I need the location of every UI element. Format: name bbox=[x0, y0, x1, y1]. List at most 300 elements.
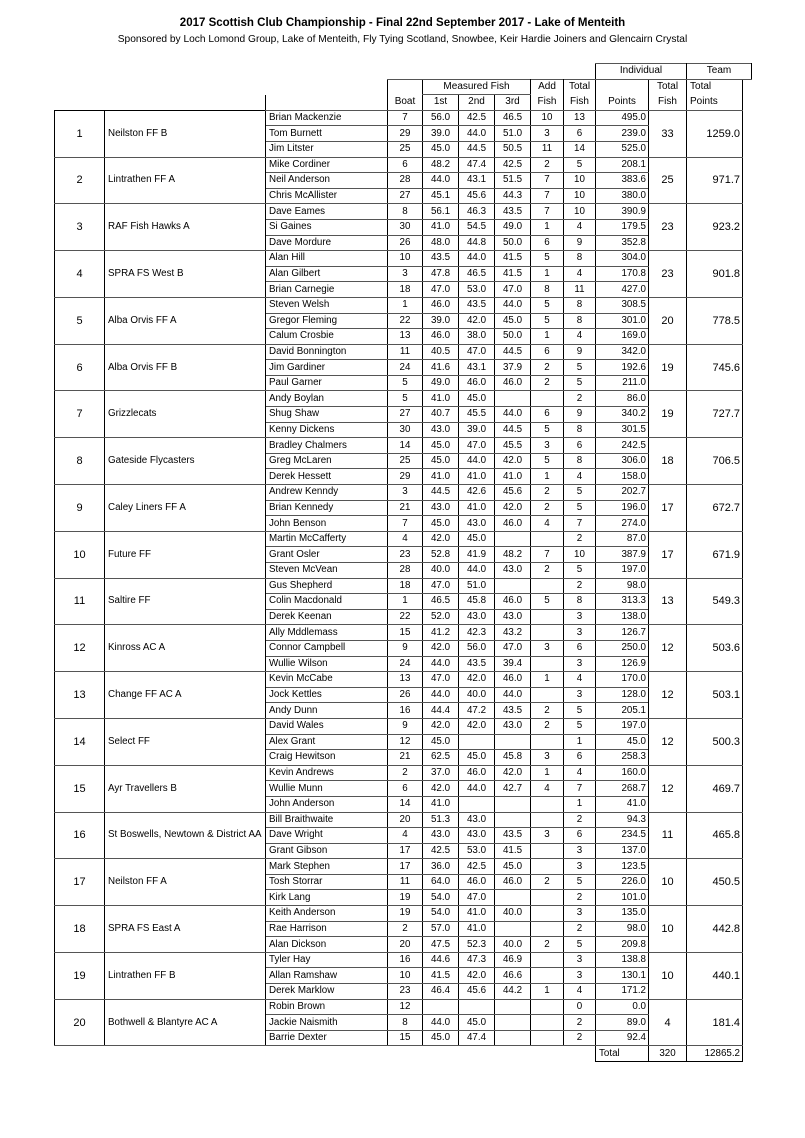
total-fish: 10 bbox=[564, 547, 596, 563]
measured-fish-1st: 44.0 bbox=[423, 656, 459, 672]
measured-fish-2nd: 38.0 bbox=[459, 329, 495, 345]
table-row bbox=[55, 391, 752, 407]
totals-fish: 320 bbox=[649, 1046, 687, 1062]
total-fish: 6 bbox=[564, 126, 596, 142]
measured-fish-1st: 44.0 bbox=[423, 1015, 459, 1031]
measured-fish-2nd: 47.4 bbox=[459, 157, 495, 173]
measured-fish-3rd: 43.0 bbox=[495, 563, 531, 579]
measured-fish-3rd bbox=[495, 921, 531, 937]
totals-points: 12865.2 bbox=[687, 1046, 743, 1062]
header-team-fish: Fish bbox=[649, 95, 687, 111]
team-name: Grizzlecats bbox=[105, 391, 266, 438]
measured-fish-3rd: 46.6 bbox=[495, 968, 531, 984]
team-rank: 5 bbox=[55, 297, 105, 344]
measured-fish-1st: 41.5 bbox=[423, 968, 459, 984]
measured-fish-1st: 43.5 bbox=[423, 251, 459, 267]
add-fish: 2 bbox=[531, 360, 564, 376]
add-fish bbox=[531, 812, 564, 828]
total-fish: 3 bbox=[564, 906, 596, 922]
header-row-3 bbox=[55, 95, 752, 111]
measured-fish-3rd bbox=[495, 999, 531, 1015]
individual-points: 87.0 bbox=[596, 531, 649, 547]
measured-fish-2nd: 42.0 bbox=[459, 672, 495, 688]
total-fish: 10 bbox=[564, 173, 596, 189]
measured-fish-3rd: 41.5 bbox=[495, 266, 531, 282]
boat-number: 7 bbox=[388, 110, 423, 126]
angler-name: Alan Hill bbox=[266, 251, 388, 267]
angler-name: Paul Garner bbox=[266, 375, 388, 391]
measured-fish-3rd bbox=[495, 812, 531, 828]
team-rank: 20 bbox=[55, 999, 105, 1046]
individual-points: 197.0 bbox=[596, 563, 649, 579]
team-name: Neilston FF A bbox=[105, 859, 266, 906]
individual-points: 211.0 bbox=[596, 375, 649, 391]
measured-fish-2nd: 56.0 bbox=[459, 640, 495, 656]
measured-fish-2nd: 42.5 bbox=[459, 110, 495, 126]
team-name: SPRA FS West B bbox=[105, 251, 266, 298]
measured-fish-1st: 49.0 bbox=[423, 375, 459, 391]
measured-fish-3rd bbox=[495, 1015, 531, 1031]
angler-name: Martin McCafferty bbox=[266, 531, 388, 547]
angler-name: Jim Litster bbox=[266, 141, 388, 157]
measured-fish-2nd: 46.0 bbox=[459, 765, 495, 781]
boat-number: 1 bbox=[388, 594, 423, 610]
table-row bbox=[55, 672, 752, 688]
team-rank: 12 bbox=[55, 625, 105, 672]
team-total-points: 503.6 bbox=[687, 625, 743, 672]
angler-name: Derek Hessett bbox=[266, 469, 388, 485]
measured-fish-1st: 44.0 bbox=[423, 687, 459, 703]
team-rank: 7 bbox=[55, 391, 105, 438]
add-fish: 7 bbox=[531, 547, 564, 563]
individual-points: 242.5 bbox=[596, 438, 649, 454]
measured-fish-3rd: 50.0 bbox=[495, 235, 531, 251]
team-rank: 17 bbox=[55, 859, 105, 906]
boat-number: 28 bbox=[388, 173, 423, 189]
individual-points: 301.0 bbox=[596, 313, 649, 329]
angler-name: Keith Anderson bbox=[266, 906, 388, 922]
add-fish: 6 bbox=[531, 235, 564, 251]
measured-fish-2nd: 45.0 bbox=[459, 531, 495, 547]
angler-name: Jim Gardiner bbox=[266, 360, 388, 376]
angler-name: Kevin Andrews bbox=[266, 765, 388, 781]
total-fish: 8 bbox=[564, 453, 596, 469]
angler-name: Dave Eames bbox=[266, 204, 388, 220]
boat-number: 24 bbox=[388, 360, 423, 376]
table-row bbox=[55, 718, 752, 734]
table-row bbox=[55, 906, 752, 922]
add-fish: 5 bbox=[531, 422, 564, 438]
measured-fish-2nd: 46.0 bbox=[459, 874, 495, 890]
measured-fish-1st: 45.0 bbox=[423, 734, 459, 750]
measured-fish-2nd: 41.9 bbox=[459, 547, 495, 563]
measured-fish-3rd: 42.0 bbox=[495, 453, 531, 469]
measured-fish-1st: 40.7 bbox=[423, 407, 459, 423]
add-fish: 2 bbox=[531, 874, 564, 890]
header-add: Add bbox=[531, 79, 564, 95]
team-total-fish: 23 bbox=[649, 204, 687, 251]
measured-fish-2nd: 47.3 bbox=[459, 952, 495, 968]
team-total-points: 672.7 bbox=[687, 485, 743, 532]
total-fish: 5 bbox=[564, 563, 596, 579]
measured-fish-3rd: 51.5 bbox=[495, 173, 531, 189]
boat-number: 17 bbox=[388, 843, 423, 859]
measured-fish-3rd: 43.5 bbox=[495, 204, 531, 220]
team-total-fish: 20 bbox=[649, 297, 687, 344]
boat-number: 30 bbox=[388, 219, 423, 235]
boat-number: 26 bbox=[388, 235, 423, 251]
table-row bbox=[55, 859, 752, 875]
angler-name: David Wales bbox=[266, 718, 388, 734]
measured-fish-1st: 45.0 bbox=[423, 516, 459, 532]
total-fish: 14 bbox=[564, 141, 596, 157]
add-fish bbox=[531, 609, 564, 625]
team-total-points: 440.1 bbox=[687, 952, 743, 999]
measured-fish-3rd: 42.0 bbox=[495, 765, 531, 781]
total-fish: 4 bbox=[564, 469, 596, 485]
angler-name: Neil Anderson bbox=[266, 173, 388, 189]
boat-number: 5 bbox=[388, 391, 423, 407]
measured-fish-3rd bbox=[495, 391, 531, 407]
total-fish: 5 bbox=[564, 718, 596, 734]
individual-points: 94.3 bbox=[596, 812, 649, 828]
boat-number: 23 bbox=[388, 984, 423, 1000]
angler-name: John Anderson bbox=[266, 796, 388, 812]
team-total-fish: 10 bbox=[649, 859, 687, 906]
boat-number: 13 bbox=[388, 329, 423, 345]
team-rank: 16 bbox=[55, 812, 105, 859]
measured-fish-1st: 43.0 bbox=[423, 500, 459, 516]
angler-name: Kirk Lang bbox=[266, 890, 388, 906]
total-fish: 1 bbox=[564, 734, 596, 750]
individual-points: 160.0 bbox=[596, 765, 649, 781]
measured-fish-2nd: 47.2 bbox=[459, 703, 495, 719]
table-row bbox=[55, 485, 752, 501]
total-fish: 4 bbox=[564, 984, 596, 1000]
add-fish bbox=[531, 734, 564, 750]
add-fish: 5 bbox=[531, 453, 564, 469]
boat-number: 13 bbox=[388, 672, 423, 688]
boat-number: 29 bbox=[388, 469, 423, 485]
total-fish: 2 bbox=[564, 1015, 596, 1031]
total-fish: 9 bbox=[564, 344, 596, 360]
team-name: St Boswells, Newtown & District AA bbox=[105, 812, 266, 859]
measured-fish-2nd: 44.0 bbox=[459, 453, 495, 469]
measured-fish-2nd: 41.0 bbox=[459, 469, 495, 485]
boat-number: 29 bbox=[388, 126, 423, 142]
measured-fish-2nd: 47.0 bbox=[459, 890, 495, 906]
measured-fish-1st: 46.4 bbox=[423, 984, 459, 1000]
measured-fish-1st: 40.0 bbox=[423, 563, 459, 579]
individual-points: 192.6 bbox=[596, 360, 649, 376]
boat-number: 9 bbox=[388, 718, 423, 734]
individual-points: 234.5 bbox=[596, 828, 649, 844]
measured-fish-2nd: 41.0 bbox=[459, 500, 495, 516]
individual-points: 301.5 bbox=[596, 422, 649, 438]
individual-points: 138.0 bbox=[596, 609, 649, 625]
total-fish: 3 bbox=[564, 687, 596, 703]
team-rank: 10 bbox=[55, 531, 105, 578]
boat-number: 16 bbox=[388, 703, 423, 719]
total-fish: 5 bbox=[564, 485, 596, 501]
team-rank: 11 bbox=[55, 578, 105, 625]
individual-points: 352.8 bbox=[596, 235, 649, 251]
measured-fish-1st: 64.0 bbox=[423, 874, 459, 890]
boat-number: 27 bbox=[388, 407, 423, 423]
measured-fish-1st: 41.0 bbox=[423, 219, 459, 235]
measured-fish-2nd: 43.1 bbox=[459, 173, 495, 189]
boat-number: 2 bbox=[388, 921, 423, 937]
measured-fish-3rd: 49.0 bbox=[495, 219, 531, 235]
measured-fish-1st: 45.1 bbox=[423, 188, 459, 204]
team-rank: 18 bbox=[55, 906, 105, 953]
team-total-fish: 33 bbox=[649, 110, 687, 157]
measured-fish-3rd: 42.0 bbox=[495, 500, 531, 516]
measured-fish-2nd: 53.0 bbox=[459, 282, 495, 298]
total-fish: 2 bbox=[564, 921, 596, 937]
measured-fish-2nd: 45.5 bbox=[459, 407, 495, 423]
total-fish: 3 bbox=[564, 609, 596, 625]
add-fish bbox=[531, 859, 564, 875]
boat-number: 8 bbox=[388, 204, 423, 220]
header-team: Team bbox=[687, 64, 752, 80]
team-total-fish: 12 bbox=[649, 672, 687, 719]
angler-name: John Benson bbox=[266, 516, 388, 532]
team-total-fish: 12 bbox=[649, 765, 687, 812]
measured-fish-2nd: 41.0 bbox=[459, 921, 495, 937]
add-fish: 1 bbox=[531, 266, 564, 282]
boat-number: 6 bbox=[388, 157, 423, 173]
team-total-points: 727.7 bbox=[687, 391, 743, 438]
measured-fish-1st: 52.0 bbox=[423, 609, 459, 625]
measured-fish-3rd: 40.0 bbox=[495, 937, 531, 953]
add-fish: 2 bbox=[531, 563, 564, 579]
measured-fish-2nd: 43.1 bbox=[459, 360, 495, 376]
individual-points: 268.7 bbox=[596, 781, 649, 797]
boat-number: 4 bbox=[388, 531, 423, 547]
individual-points: 126.9 bbox=[596, 656, 649, 672]
add-fish: 2 bbox=[531, 718, 564, 734]
measured-fish-1st: 47.0 bbox=[423, 672, 459, 688]
add-fish bbox=[531, 391, 564, 407]
results-table bbox=[54, 63, 752, 1062]
add-fish: 3 bbox=[531, 126, 564, 142]
measured-fish-3rd: 45.5 bbox=[495, 438, 531, 454]
add-fish: 3 bbox=[531, 640, 564, 656]
team-total-fish: 12 bbox=[649, 625, 687, 672]
team-total-fish: 11 bbox=[649, 812, 687, 859]
boat-number: 30 bbox=[388, 422, 423, 438]
boat-number: 19 bbox=[388, 906, 423, 922]
individual-points: 387.9 bbox=[596, 547, 649, 563]
measured-fish-2nd: 44.0 bbox=[459, 563, 495, 579]
angler-name: Craig Hewitson bbox=[266, 750, 388, 766]
table-row bbox=[55, 578, 752, 594]
measured-fish-1st: 44.4 bbox=[423, 703, 459, 719]
angler-name: David Bonnington bbox=[266, 344, 388, 360]
measured-fish-1st: 44.0 bbox=[423, 173, 459, 189]
angler-name: Shug Shaw bbox=[266, 407, 388, 423]
total-fish: 11 bbox=[564, 282, 596, 298]
measured-fish-1st: 51.3 bbox=[423, 812, 459, 828]
measured-fish-1st: 41.2 bbox=[423, 625, 459, 641]
boat-number: 6 bbox=[388, 781, 423, 797]
boat-number: 10 bbox=[388, 968, 423, 984]
measured-fish-2nd: 53.0 bbox=[459, 843, 495, 859]
total-fish: 8 bbox=[564, 313, 596, 329]
total-fish: 5 bbox=[564, 703, 596, 719]
table-row bbox=[55, 765, 752, 781]
measured-fish-1st: 42.5 bbox=[423, 843, 459, 859]
measured-fish-3rd: 46.0 bbox=[495, 672, 531, 688]
add-fish: 3 bbox=[531, 750, 564, 766]
measured-fish-1st: 42.0 bbox=[423, 640, 459, 656]
team-total-fish: 25 bbox=[649, 157, 687, 204]
measured-fish-2nd: 45.8 bbox=[459, 594, 495, 610]
angler-name: Si Gaines bbox=[266, 219, 388, 235]
team-total-points: 500.3 bbox=[687, 718, 743, 765]
team-rank: 13 bbox=[55, 672, 105, 719]
team-name: Select FF bbox=[105, 718, 266, 765]
angler-name: Grant Osler bbox=[266, 547, 388, 563]
angler-name: Grant Gibson bbox=[266, 843, 388, 859]
angler-name: Derek Marklow bbox=[266, 984, 388, 1000]
total-fish: 6 bbox=[564, 438, 596, 454]
measured-fish-2nd: 41.0 bbox=[459, 906, 495, 922]
measured-fish-3rd: 42.7 bbox=[495, 781, 531, 797]
team-name: RAF Fish Hawks A bbox=[105, 204, 266, 251]
measured-fish-3rd: 45.6 bbox=[495, 485, 531, 501]
total-fish: 9 bbox=[564, 407, 596, 423]
measured-fish-1st: 41.0 bbox=[423, 391, 459, 407]
measured-fish-2nd: 43.0 bbox=[459, 812, 495, 828]
add-fish bbox=[531, 1030, 564, 1046]
measured-fish-2nd: 42.5 bbox=[459, 859, 495, 875]
angler-name: Dave Wright bbox=[266, 828, 388, 844]
add-fish: 5 bbox=[531, 594, 564, 610]
header-individual: Individual bbox=[596, 64, 687, 80]
boat-number: 20 bbox=[388, 937, 423, 953]
measured-fish-3rd: 43.5 bbox=[495, 703, 531, 719]
table-row bbox=[55, 110, 752, 126]
measured-fish-3rd: 44.3 bbox=[495, 188, 531, 204]
angler-name: Steven McVean bbox=[266, 563, 388, 579]
add-fish: 1 bbox=[531, 765, 564, 781]
measured-fish-1st: 42.0 bbox=[423, 781, 459, 797]
measured-fish-1st: 40.5 bbox=[423, 344, 459, 360]
boat-number: 25 bbox=[388, 453, 423, 469]
measured-fish-3rd bbox=[495, 531, 531, 547]
angler-name: Barrie Dexter bbox=[266, 1030, 388, 1046]
team-total-points: 706.5 bbox=[687, 438, 743, 485]
measured-fish-2nd: 51.0 bbox=[459, 578, 495, 594]
boat-number: 22 bbox=[388, 313, 423, 329]
total-fish: 8 bbox=[564, 422, 596, 438]
individual-points: 304.0 bbox=[596, 251, 649, 267]
measured-fish-2nd: 42.3 bbox=[459, 625, 495, 641]
measured-fish-1st: 43.0 bbox=[423, 422, 459, 438]
angler-name: Ally Mddlemass bbox=[266, 625, 388, 641]
measured-fish-3rd: 39.4 bbox=[495, 656, 531, 672]
add-fish bbox=[531, 843, 564, 859]
total-fish: 4 bbox=[564, 219, 596, 235]
individual-points: 313.3 bbox=[596, 594, 649, 610]
boat-number: 14 bbox=[388, 438, 423, 454]
individual-points: 170.8 bbox=[596, 266, 649, 282]
team-total-points: 778.5 bbox=[687, 297, 743, 344]
total-fish: 7 bbox=[564, 516, 596, 532]
total-fish: 3 bbox=[564, 968, 596, 984]
boat-number: 1 bbox=[388, 297, 423, 313]
boat-number: 3 bbox=[388, 485, 423, 501]
boat-number: 25 bbox=[388, 141, 423, 157]
header-row-1 bbox=[55, 64, 752, 80]
boat-number: 12 bbox=[388, 999, 423, 1015]
team-total-fish: 17 bbox=[649, 485, 687, 532]
add-fish bbox=[531, 531, 564, 547]
angler-name: Connor Campbell bbox=[266, 640, 388, 656]
boat-number: 7 bbox=[388, 516, 423, 532]
boat-number: 11 bbox=[388, 874, 423, 890]
measured-fish-2nd: 44.0 bbox=[459, 126, 495, 142]
add-fish: 1 bbox=[531, 672, 564, 688]
individual-points: 205.1 bbox=[596, 703, 649, 719]
measured-fish-2nd bbox=[459, 734, 495, 750]
measured-fish-2nd: 45.0 bbox=[459, 1015, 495, 1031]
measured-fish-2nd: 46.0 bbox=[459, 375, 495, 391]
boat-number: 18 bbox=[388, 282, 423, 298]
add-fish: 1 bbox=[531, 984, 564, 1000]
add-fish: 2 bbox=[531, 157, 564, 173]
team-rank: 15 bbox=[55, 765, 105, 812]
individual-points: 197.0 bbox=[596, 718, 649, 734]
totals-spacer bbox=[55, 1046, 596, 1062]
measured-fish-3rd: 43.2 bbox=[495, 625, 531, 641]
team-rank: 9 bbox=[55, 485, 105, 532]
add-fish: 3 bbox=[531, 438, 564, 454]
measured-fish-1st: 39.0 bbox=[423, 126, 459, 142]
boat-number: 3 bbox=[388, 266, 423, 282]
header-second: 2nd bbox=[459, 95, 495, 111]
team-total-points: 901.8 bbox=[687, 251, 743, 298]
measured-fish-1st: 44.6 bbox=[423, 952, 459, 968]
individual-points: 41.0 bbox=[596, 796, 649, 812]
boat-number: 11 bbox=[388, 344, 423, 360]
angler-name: Allan Ramshaw bbox=[266, 968, 388, 984]
measured-fish-3rd: 44.2 bbox=[495, 984, 531, 1000]
measured-fish-2nd: 43.0 bbox=[459, 609, 495, 625]
angler-name: Andy Dunn bbox=[266, 703, 388, 719]
table-row bbox=[55, 952, 752, 968]
measured-fish-3rd: 46.9 bbox=[495, 952, 531, 968]
individual-points: 170.0 bbox=[596, 672, 649, 688]
angler-name: Alex Grant bbox=[266, 734, 388, 750]
boat-number: 10 bbox=[388, 251, 423, 267]
team-rank: 19 bbox=[55, 952, 105, 999]
table-row bbox=[55, 999, 752, 1015]
angler-name: Tyler Hay bbox=[266, 952, 388, 968]
angler-name: Tom Burnett bbox=[266, 126, 388, 142]
add-fish bbox=[531, 906, 564, 922]
measured-fish-3rd: 46.0 bbox=[495, 874, 531, 890]
total-fish: 4 bbox=[564, 266, 596, 282]
total-fish: 2 bbox=[564, 1030, 596, 1046]
total-fish: 2 bbox=[564, 578, 596, 594]
team-total-points: 465.8 bbox=[687, 812, 743, 859]
team-rank: 4 bbox=[55, 251, 105, 298]
add-fish bbox=[531, 1015, 564, 1031]
total-fish: 2 bbox=[564, 812, 596, 828]
